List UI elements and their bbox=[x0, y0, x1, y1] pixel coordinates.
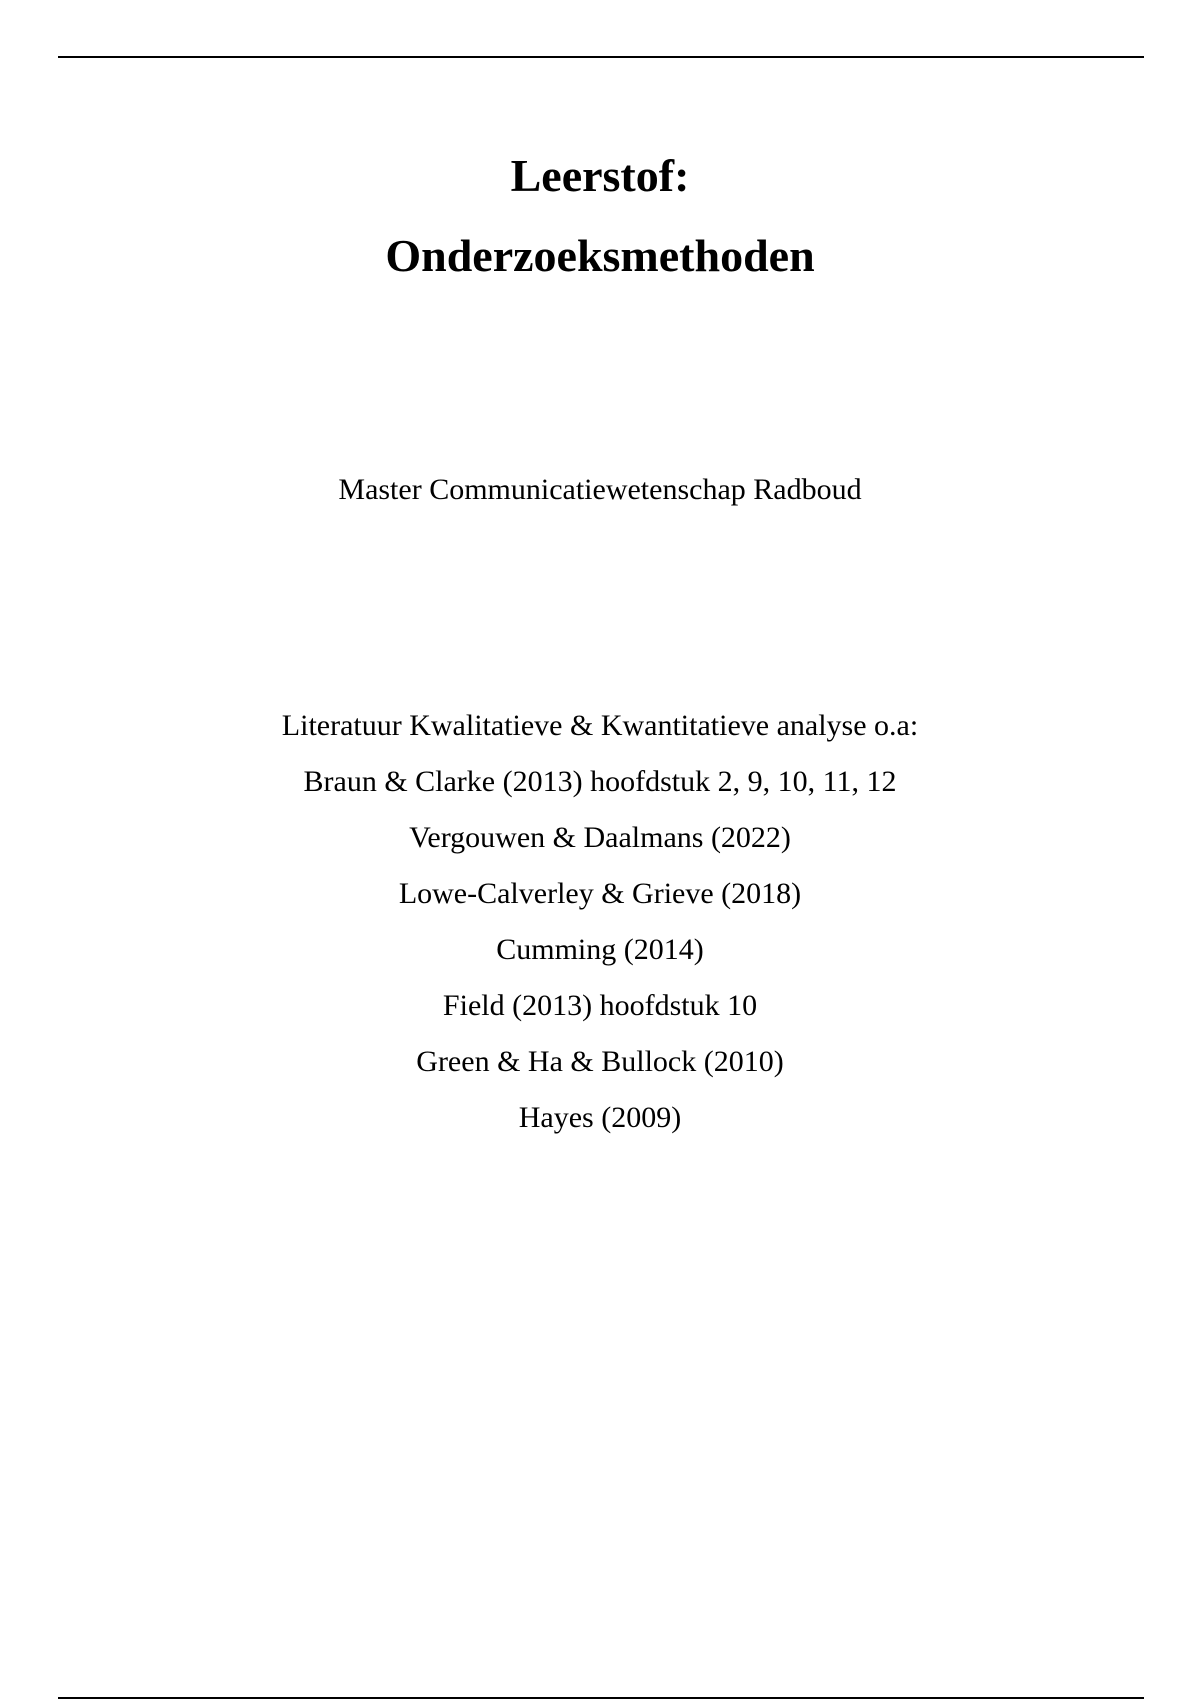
literature-list bbox=[0, 698, 1200, 1146]
literature-item: Lowe-Calverley & Grieve (2018) bbox=[398, 877, 802, 910]
literature-item: Cumming (2014) bbox=[496, 933, 704, 966]
literature-item: Field (2013) hoofdstuk 10 bbox=[442, 989, 758, 1022]
program-subtitle: Master Communicatiewetenschap Radboud bbox=[338, 473, 862, 506]
literature-item: Green & Ha & Bullock (2010) bbox=[416, 1045, 784, 1078]
bottom-divider bbox=[58, 1697, 1144, 1699]
top-divider bbox=[58, 56, 1144, 58]
literature-item: Braun & Clarke (2013) hoofdstuk 2, 9, 10, 11, 12 bbox=[303, 765, 897, 798]
literature-heading: Literatuur Kwalitatieve & Kwantitatieve analyse o.a: bbox=[281, 709, 919, 742]
title-line-1: Leerstof: bbox=[510, 150, 690, 201]
literature-item: Hayes (2009) bbox=[518, 1101, 682, 1134]
page-title bbox=[0, 136, 1200, 296]
literature-item: Vergouwen & Daalmans (2022) bbox=[409, 821, 791, 854]
title-line-2: Onderzoeksmethoden bbox=[385, 230, 815, 281]
